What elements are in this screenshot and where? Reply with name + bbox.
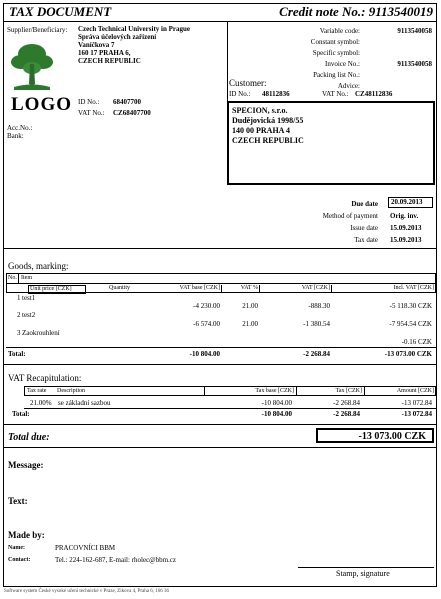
recap-total-label: Total:: [12, 410, 30, 418]
recap-col-tax-base: Tax base [CZK]: [255, 388, 294, 394]
goods-col-vat: VAT [CZK]: [262, 285, 332, 292]
advice-label: Advice:: [337, 82, 360, 90]
stamp-signature-line: [298, 567, 434, 568]
customer-line: SPECION, s.r.o.: [232, 106, 288, 115]
goods-col-item: Item: [21, 275, 32, 281]
document-title: TAX DOCUMENT: [9, 4, 112, 19]
goods-section-divider: [3, 364, 437, 365]
supplier-id-value: 68407700: [113, 98, 141, 106]
goods-col-vat-base: VAT base [CZK]: [150, 285, 222, 292]
supplier-line: 160 17 PRAHA 6,: [78, 49, 131, 57]
recap-tax-base: -10 804.00: [261, 399, 292, 407]
specific-symbol-value: [362, 48, 432, 59]
recap-header-separator: [296, 386, 297, 396]
item-vat-base: -6 574.00: [193, 320, 220, 328]
goods-total-vat: -2 268.84: [303, 350, 330, 358]
supplier-label: Supplier/Beneficiary:: [7, 26, 68, 34]
name-label: Name:: [8, 545, 25, 551]
issue-date-value: 15.09.2013: [390, 224, 422, 232]
supplier-id-label: ID No.:: [78, 98, 100, 106]
specific-symbol-label: Specific symbol:: [312, 49, 360, 57]
recap-rate: 21.00%: [30, 399, 52, 407]
supplier-line: Czech Technical University in Prague: [78, 25, 190, 33]
item-name: test1: [22, 294, 36, 302]
goods-total-base: -10 804.00: [189, 350, 220, 358]
supplier-vat-label: VAT No.:: [78, 109, 105, 117]
goods-total-label: Total:: [8, 350, 26, 358]
packing-list-label: Packing list No.:: [313, 71, 360, 79]
recap-col-description: Description: [57, 388, 85, 394]
supplier-vat-value: CZ68407700: [113, 109, 151, 117]
contact-label: Contact:: [8, 557, 31, 563]
customer-label: Customer:: [229, 78, 267, 88]
item-number: 3: [17, 329, 21, 337]
customer-line: Dudějovická 1998/55: [232, 116, 304, 125]
goods-col-vat-pct: VAT %: [224, 285, 260, 292]
due-date-label: Due date: [351, 200, 378, 208]
item-name: Zaokrouhlení: [22, 329, 60, 337]
customer-line: CZECH REPUBLIC: [232, 136, 304, 145]
variable-code-label: Variable code:: [319, 27, 360, 35]
recap-amount: -13 072.84: [401, 399, 432, 407]
header-vertical-divider: [227, 21, 228, 101]
item-vat: -1 380.54: [303, 320, 330, 328]
item-vat-pct: 21.00: [242, 320, 258, 328]
customer-line: 140 00 PRAHA 4: [232, 126, 290, 135]
customer-address-box: [227, 101, 435, 185]
goods-total-divider: [6, 347, 436, 348]
message-label: Message:: [8, 460, 44, 470]
goods-col-unit-price: Unit price [CZK]: [28, 285, 86, 294]
recap-total-base: -10 804.00: [261, 410, 292, 418]
customer-id-label: ID No.:: [229, 90, 251, 98]
recap-col-tax: Tax [CZK]: [335, 388, 362, 394]
recap-col-rate: Tax rate: [27, 388, 47, 394]
item-incl-vat: -7 954.54 CZK: [389, 320, 432, 328]
item-number: 2: [17, 311, 21, 319]
tax-date-label: Tax date: [354, 236, 378, 244]
total-due-divider: [3, 447, 437, 448]
total-due-label: Total due:: [8, 432, 50, 443]
item-vat-pct: 21.00: [242, 302, 258, 310]
customer-id-value: 48112836: [262, 90, 290, 98]
invoice-number-value: 9113540058: [397, 60, 432, 68]
account-label: Acc.No.:: [7, 124, 33, 132]
dates-divider: [3, 248, 437, 249]
stamp-signature-label: Stamp, signature: [336, 569, 390, 578]
payment-method-label: Method of payment: [322, 212, 378, 220]
goods-total-incl: -13 073.00 CZK: [384, 350, 432, 358]
item-vat-base: -4 230.00: [193, 302, 220, 310]
tax-date-value: 15.09.2013: [390, 236, 422, 244]
text-label: Text:: [8, 496, 28, 506]
made-by-label: Made by:: [8, 530, 45, 540]
issue-date-label: Issue date: [350, 224, 378, 232]
goods-header-divider: [6, 283, 436, 284]
goods-col-quantity: Quantity: [109, 285, 130, 291]
name-value: PRACOVNÍCI BBM: [55, 544, 116, 552]
invoice-number-label: Invoice No.:: [325, 60, 360, 68]
supplier-line: Správa účelových zařízení: [78, 33, 157, 41]
footer-note: Software system České vysoké učení technické v Praze, Zikova 4, Praha 6, 166 36: [4, 589, 169, 594]
item-vat: -888.30: [308, 302, 330, 310]
recap-header-separator: [364, 386, 365, 396]
recap-total-tax: -2 268.84: [333, 410, 360, 418]
item-incl-vat: -5 118.30 CZK: [389, 302, 432, 310]
recap-total-amount: -13 072.84: [401, 410, 432, 418]
recap-title: VAT Recapitulation:: [8, 373, 82, 383]
goods-title: Goods, marking:: [8, 261, 69, 271]
recap-section-divider: [3, 424, 437, 425]
goods-col-no: No.: [8, 275, 17, 281]
item-name: test2: [22, 311, 36, 319]
recap-col-amount: Amount [CZK]: [396, 388, 434, 394]
payment-method-value: Orig. inv.: [390, 212, 419, 220]
total-due-value: -13 073.00 CZK: [316, 428, 434, 443]
constant-symbol-label: Constant symbol:: [310, 38, 360, 46]
customer-vat-label: VAT No.:: [322, 90, 349, 98]
logo-text: LOGO: [11, 94, 73, 115]
item-number: 1: [17, 294, 21, 302]
supplier-line: CZECH REPUBLIC: [78, 57, 141, 65]
item-incl-vat: -0.16 CZK: [401, 338, 432, 346]
credit-note-number: Credit note No.: 9113540019: [279, 4, 433, 19]
packing-list-value: [362, 70, 432, 81]
contact-value: Tel.: 224-162-687, E-mail: rholec@bbm.cz: [55, 556, 177, 564]
goods-col-incl-vat: Incl. VAT [CZK]: [393, 285, 434, 291]
bank-label: Bank:: [7, 132, 24, 140]
customer-vat-value: CZ48112836: [355, 90, 393, 98]
goods-header-separator: [18, 273, 19, 283]
variable-code-value: 9113540058: [397, 27, 432, 35]
recap-header-separator: [204, 386, 205, 396]
constant-symbol-value: [362, 37, 432, 48]
due-date-value: 20.09.2013: [388, 197, 433, 208]
tree-logo-icon: [10, 40, 54, 92]
recap-tax: -2 268.84: [333, 399, 360, 407]
recap-description: se základní sazbou: [58, 399, 111, 407]
supplier-line: Vaníčkova 7: [78, 41, 115, 49]
header-divider: [3, 21, 437, 22]
recap-total-divider: [24, 408, 436, 409]
